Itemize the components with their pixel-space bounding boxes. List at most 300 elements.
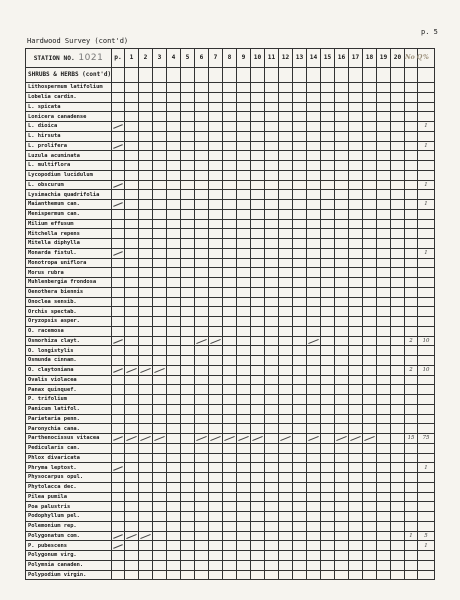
species-name: Lithospermum latifolium <box>26 83 112 93</box>
empty-cell <box>209 200 223 210</box>
empty-cell <box>237 453 251 463</box>
empty-cell <box>223 541 237 551</box>
empty-cell <box>391 122 405 132</box>
empty-cell <box>251 541 265 551</box>
empty-cell <box>279 141 293 151</box>
tally-mark <box>349 434 363 444</box>
empty-cell <box>237 190 251 200</box>
empty-cell <box>223 151 237 161</box>
tally-mark <box>112 180 125 190</box>
empty-cell <box>335 560 349 570</box>
count-cell: 2 <box>405 365 418 375</box>
empty-cell <box>125 443 139 453</box>
empty-cell <box>307 268 321 278</box>
empty-cell <box>251 141 265 151</box>
empty-cell <box>293 268 307 278</box>
empty-cell <box>363 239 377 249</box>
empty-cell <box>237 463 251 473</box>
empty-cell <box>139 102 153 112</box>
empty-cell <box>377 151 391 161</box>
table-row <box>26 180 435 190</box>
empty-cell <box>209 463 223 473</box>
table-row <box>26 141 435 151</box>
tally-mark <box>112 200 125 210</box>
section-cell <box>125 68 139 83</box>
column-header-3: 3 <box>153 49 167 68</box>
empty-cell <box>167 170 181 180</box>
empty-cell <box>195 92 209 102</box>
empty-cell <box>139 161 153 171</box>
empty-cell <box>237 560 251 570</box>
empty-cell <box>265 278 279 288</box>
empty-cell <box>349 521 363 531</box>
empty-cell <box>391 200 405 210</box>
table-row <box>26 512 435 522</box>
empty-cell <box>223 141 237 151</box>
empty-cell <box>223 414 237 424</box>
empty-cell <box>181 200 195 210</box>
empty-cell <box>251 502 265 512</box>
empty-cell <box>195 112 209 122</box>
empty-cell <box>209 365 223 375</box>
empty-cell <box>125 287 139 297</box>
empty-cell <box>167 92 181 102</box>
empty-cell <box>112 482 125 492</box>
empty-cell <box>265 268 279 278</box>
table-row <box>26 219 435 229</box>
empty-cell <box>391 102 405 112</box>
empty-cell <box>125 258 139 268</box>
empty-cell <box>112 443 125 453</box>
section-cell <box>237 68 251 83</box>
empty-cell <box>335 92 349 102</box>
empty-cell <box>321 326 335 336</box>
tally-mark <box>112 248 125 258</box>
empty-cell <box>153 297 167 307</box>
table-row <box>26 404 435 414</box>
percent-cell <box>418 443 435 453</box>
empty-cell <box>279 248 293 258</box>
empty-cell <box>153 326 167 336</box>
empty-cell <box>251 443 265 453</box>
empty-cell <box>349 570 363 580</box>
empty-cell <box>195 297 209 307</box>
empty-cell <box>293 190 307 200</box>
table-row <box>26 365 435 375</box>
empty-cell <box>209 404 223 414</box>
empty-cell <box>307 141 321 151</box>
empty-cell <box>125 200 139 210</box>
empty-cell <box>195 473 209 483</box>
empty-cell <box>237 570 251 580</box>
empty-cell <box>307 112 321 122</box>
empty-cell <box>349 131 363 141</box>
empty-cell <box>153 404 167 414</box>
species-name: Panax quinquef. <box>26 385 112 395</box>
empty-cell <box>335 200 349 210</box>
empty-cell <box>363 443 377 453</box>
empty-cell <box>279 112 293 122</box>
species-name: Polygonatum com. <box>26 531 112 541</box>
empty-cell <box>293 112 307 122</box>
empty-cell <box>139 307 153 317</box>
empty-cell <box>391 287 405 297</box>
table-row <box>26 209 435 219</box>
empty-cell <box>293 151 307 161</box>
empty-cell <box>112 560 125 570</box>
empty-cell <box>251 268 265 278</box>
empty-cell <box>349 443 363 453</box>
empty-cell <box>391 453 405 463</box>
count-cell <box>405 492 418 502</box>
empty-cell <box>112 375 125 385</box>
count-cell <box>405 200 418 210</box>
empty-cell <box>167 453 181 463</box>
empty-cell <box>112 404 125 414</box>
empty-cell <box>265 219 279 229</box>
empty-cell <box>125 336 139 346</box>
empty-cell <box>251 463 265 473</box>
empty-cell <box>293 258 307 268</box>
empty-cell <box>139 268 153 278</box>
percent-cell <box>418 375 435 385</box>
empty-cell <box>139 492 153 502</box>
tally-mark <box>139 434 153 444</box>
empty-cell <box>265 209 279 219</box>
empty-cell <box>195 414 209 424</box>
empty-cell <box>349 492 363 502</box>
table-row <box>26 83 435 93</box>
species-name: L. dioica <box>26 122 112 132</box>
empty-cell <box>265 112 279 122</box>
empty-cell <box>251 404 265 414</box>
empty-cell <box>153 278 167 288</box>
empty-cell <box>195 219 209 229</box>
empty-cell <box>223 200 237 210</box>
count-cell <box>405 395 418 405</box>
empty-cell <box>139 122 153 132</box>
empty-cell <box>391 424 405 434</box>
empty-cell <box>307 453 321 463</box>
empty-cell <box>335 336 349 346</box>
count-cell <box>405 112 418 122</box>
empty-cell <box>377 395 391 405</box>
empty-cell <box>181 131 195 141</box>
percent-cell <box>418 229 435 239</box>
empty-cell <box>321 521 335 531</box>
section-cell <box>223 68 237 83</box>
tally-mark <box>112 122 125 132</box>
empty-cell <box>153 570 167 580</box>
empty-cell <box>237 424 251 434</box>
count-cell <box>405 92 418 102</box>
empty-cell <box>237 112 251 122</box>
count-cell <box>405 317 418 327</box>
table-row <box>26 278 435 288</box>
empty-cell <box>391 180 405 190</box>
empty-cell <box>195 326 209 336</box>
empty-cell <box>349 453 363 463</box>
empty-cell <box>125 463 139 473</box>
empty-cell <box>181 482 195 492</box>
empty-cell <box>167 219 181 229</box>
empty-cell <box>251 209 265 219</box>
empty-cell <box>349 414 363 424</box>
empty-cell <box>237 512 251 522</box>
species-name: Orchis spectab. <box>26 307 112 317</box>
empty-cell <box>251 395 265 405</box>
tally-mark <box>112 463 125 473</box>
empty-cell <box>363 209 377 219</box>
empty-cell <box>237 307 251 317</box>
empty-cell <box>321 570 335 580</box>
empty-cell <box>139 170 153 180</box>
empty-cell <box>265 141 279 151</box>
empty-cell <box>167 268 181 278</box>
empty-cell <box>377 229 391 239</box>
empty-cell <box>223 92 237 102</box>
empty-cell <box>167 473 181 483</box>
empty-cell <box>153 248 167 258</box>
empty-cell <box>251 385 265 395</box>
empty-cell <box>377 258 391 268</box>
percent-cell <box>418 404 435 414</box>
empty-cell <box>391 434 405 444</box>
empty-cell <box>251 365 265 375</box>
empty-cell <box>293 443 307 453</box>
empty-cell <box>237 151 251 161</box>
table-row <box>26 190 435 200</box>
tally-mark <box>112 434 125 444</box>
empty-cell <box>377 434 391 444</box>
empty-cell <box>377 453 391 463</box>
empty-cell <box>391 248 405 258</box>
empty-cell <box>251 239 265 249</box>
section-row <box>26 68 435 83</box>
empty-cell <box>209 326 223 336</box>
species-name: O. claytoniana <box>26 365 112 375</box>
empty-cell <box>307 170 321 180</box>
empty-cell <box>279 190 293 200</box>
count-cell <box>405 190 418 200</box>
empty-cell <box>335 229 349 239</box>
survey-title: Hardwood Survey (cont'd) <box>27 37 129 45</box>
empty-cell <box>335 258 349 268</box>
empty-cell <box>223 521 237 531</box>
empty-cell <box>363 531 377 541</box>
empty-cell <box>209 453 223 463</box>
empty-cell <box>265 473 279 483</box>
tally-mark <box>153 365 167 375</box>
empty-cell <box>349 209 363 219</box>
empty-cell <box>181 424 195 434</box>
empty-cell <box>209 385 223 395</box>
empty-cell <box>167 375 181 385</box>
count-cell <box>405 375 418 385</box>
empty-cell <box>139 131 153 141</box>
empty-cell <box>139 219 153 229</box>
empty-cell <box>167 346 181 356</box>
empty-cell <box>181 560 195 570</box>
empty-cell <box>335 385 349 395</box>
empty-cell <box>112 502 125 512</box>
empty-cell <box>125 521 139 531</box>
empty-cell <box>139 229 153 239</box>
empty-cell <box>195 161 209 171</box>
table-row <box>26 531 435 541</box>
empty-cell <box>153 317 167 327</box>
empty-cell <box>112 209 125 219</box>
tally-mark <box>112 365 125 375</box>
species-name: Lycopodium lucidulum <box>26 170 112 180</box>
empty-cell <box>237 161 251 171</box>
species-name: Lobelia cardin. <box>26 92 112 102</box>
empty-cell <box>153 463 167 473</box>
empty-cell <box>377 278 391 288</box>
empty-cell <box>167 395 181 405</box>
tally-mark <box>139 531 153 541</box>
empty-cell <box>167 482 181 492</box>
species-name: Luzula acuminata <box>26 151 112 161</box>
empty-cell <box>265 170 279 180</box>
empty-cell <box>349 385 363 395</box>
empty-cell <box>153 385 167 395</box>
empty-cell <box>181 161 195 171</box>
empty-cell <box>112 326 125 336</box>
empty-cell <box>167 541 181 551</box>
count-cell <box>405 443 418 453</box>
percent-cell <box>418 131 435 141</box>
empty-cell <box>321 268 335 278</box>
empty-cell <box>391 521 405 531</box>
empty-cell <box>363 219 377 229</box>
empty-cell <box>139 414 153 424</box>
empty-cell <box>139 278 153 288</box>
empty-cell <box>181 404 195 414</box>
empty-cell <box>377 190 391 200</box>
empty-cell <box>167 278 181 288</box>
count-cell <box>405 141 418 151</box>
empty-cell <box>293 365 307 375</box>
empty-cell <box>377 541 391 551</box>
empty-cell <box>223 512 237 522</box>
empty-cell <box>307 570 321 580</box>
empty-cell <box>349 424 363 434</box>
empty-cell <box>167 502 181 512</box>
empty-cell <box>251 161 265 171</box>
empty-cell <box>391 502 405 512</box>
empty-cell <box>223 83 237 93</box>
empty-cell <box>321 473 335 483</box>
percent-cell <box>418 92 435 102</box>
empty-cell <box>307 122 321 132</box>
empty-cell <box>223 443 237 453</box>
empty-cell <box>293 102 307 112</box>
empty-cell <box>195 131 209 141</box>
empty-cell <box>209 346 223 356</box>
empty-cell <box>321 151 335 161</box>
count-cell <box>405 180 418 190</box>
empty-cell <box>181 521 195 531</box>
empty-cell <box>363 336 377 346</box>
empty-cell <box>307 521 321 531</box>
empty-cell <box>363 287 377 297</box>
section-label: SHRUBS & HERBS (cont'd) <box>26 68 112 83</box>
empty-cell <box>349 531 363 541</box>
empty-cell <box>363 560 377 570</box>
section-cell <box>279 68 293 83</box>
empty-cell <box>139 287 153 297</box>
empty-cell <box>112 229 125 239</box>
empty-cell <box>293 512 307 522</box>
empty-cell <box>321 112 335 122</box>
empty-cell <box>139 83 153 93</box>
empty-cell <box>265 161 279 171</box>
empty-cell <box>307 356 321 366</box>
empty-cell <box>349 112 363 122</box>
percent-cell <box>418 551 435 561</box>
species-name: Mitella diphylla <box>26 239 112 249</box>
empty-cell <box>363 375 377 385</box>
empty-cell <box>209 209 223 219</box>
empty-cell <box>195 385 209 395</box>
empty-cell <box>223 365 237 375</box>
count-cell <box>405 278 418 288</box>
empty-cell <box>321 209 335 219</box>
empty-cell <box>265 404 279 414</box>
percent-cell <box>418 190 435 200</box>
empty-cell <box>321 482 335 492</box>
empty-cell <box>391 346 405 356</box>
species-name: Phlox divaricata <box>26 453 112 463</box>
empty-cell <box>223 219 237 229</box>
empty-cell <box>125 209 139 219</box>
empty-cell <box>181 307 195 317</box>
empty-cell <box>391 141 405 151</box>
empty-cell <box>237 551 251 561</box>
empty-cell <box>125 356 139 366</box>
empty-cell <box>349 239 363 249</box>
empty-cell <box>279 287 293 297</box>
empty-cell <box>321 102 335 112</box>
percent-cell <box>418 356 435 366</box>
empty-cell <box>125 375 139 385</box>
empty-cell <box>112 395 125 405</box>
empty-cell <box>349 365 363 375</box>
empty-cell <box>335 356 349 366</box>
table-row <box>26 502 435 512</box>
empty-cell <box>391 170 405 180</box>
empty-cell <box>363 317 377 327</box>
count-column-header: No Q <box>405 49 418 68</box>
empty-cell <box>363 346 377 356</box>
empty-cell <box>293 531 307 541</box>
count-cell: 1 <box>405 531 418 541</box>
table-row <box>26 560 435 570</box>
empty-cell <box>167 151 181 161</box>
count-cell <box>405 122 418 132</box>
empty-cell <box>321 141 335 151</box>
empty-cell <box>293 317 307 327</box>
empty-cell <box>153 346 167 356</box>
empty-cell <box>307 161 321 171</box>
empty-cell <box>293 229 307 239</box>
empty-cell <box>265 307 279 317</box>
empty-cell <box>251 151 265 161</box>
tally-mark <box>363 434 377 444</box>
empty-cell <box>349 248 363 258</box>
empty-cell <box>265 229 279 239</box>
